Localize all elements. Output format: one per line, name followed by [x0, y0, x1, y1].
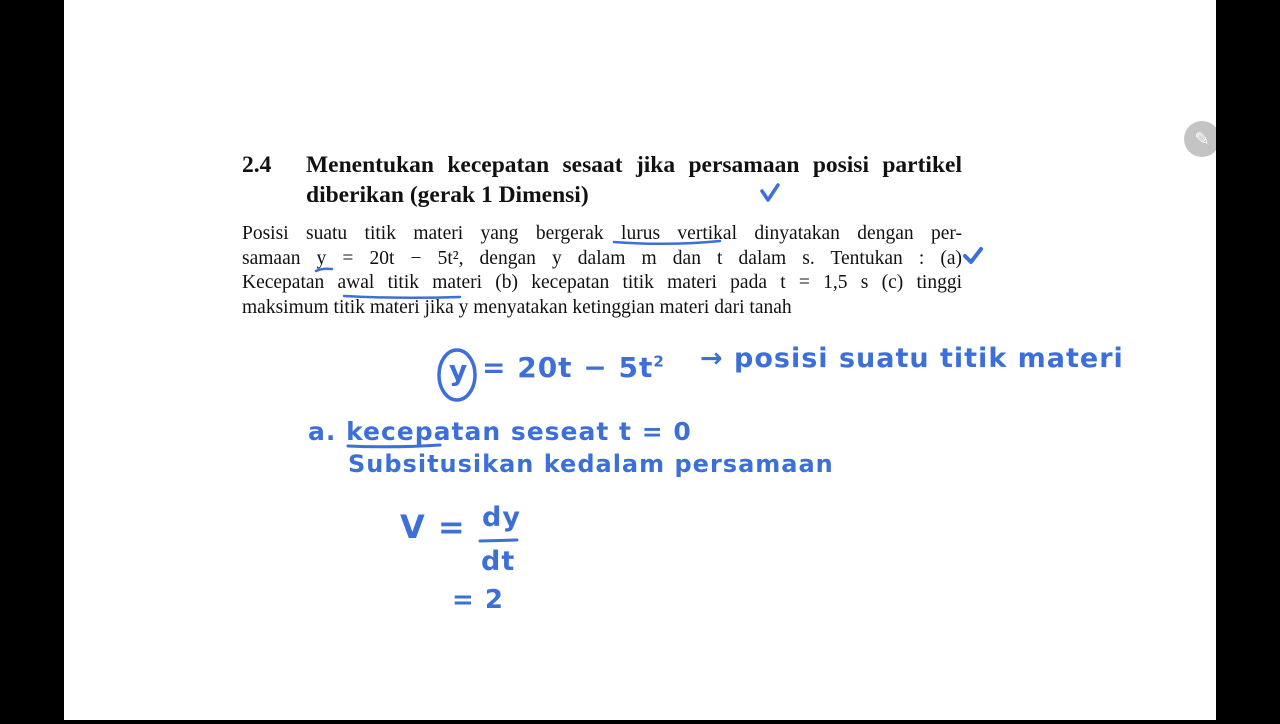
paragraph-line: Kecepatan awal titik materi (b) kecepatan titik materi pada t = 1,5 s (c) tinggi [242, 272, 962, 294]
paragraph-line: Posisi suatu titik materi yang bergerak lurus vertikal dinyatakan dengan per- [242, 223, 962, 244]
pencil-icon: ✎ [1194, 128, 1210, 150]
handwritten-velocity-step: = 2 [452, 585, 504, 615]
paragraph-line: maksimum titik materi jika y menyatakan ketinggian materi dari tanah [242, 296, 792, 318]
paragraph-line: samaan y = 20t − 5t², dengan y dalam m dan t dalam s. Tentukan : (a) [242, 247, 962, 269]
handwritten-equation-label: → posisi suatu titik materi [700, 343, 1124, 374]
section-number: 2.4 [242, 152, 272, 178]
handwritten-part-a-line2: Subsitusikan kedalam persamaan [348, 450, 834, 478]
handwritten-equation: = $20t - 5t^2$ [482, 351, 665, 384]
right-letterbox [1216, 0, 1280, 720]
handwritten-part-a-line1: a. kecepatan seseat t = 0 [308, 417, 692, 446]
section-title: Menentukan kecepatan sesaat jika persamaan posisi partikel diberikan (gerak 1 Dimensi) [306, 152, 962, 208]
handwritten-dy: dy [482, 502, 521, 533]
handwritten-velocity-lhs: V = [400, 508, 466, 546]
handwritten-dt: dt [481, 546, 516, 577]
problem-paragraph [242, 222, 962, 320]
edit-pencil-button[interactable] [1184, 121, 1220, 157]
circled-y: y [449, 354, 469, 387]
